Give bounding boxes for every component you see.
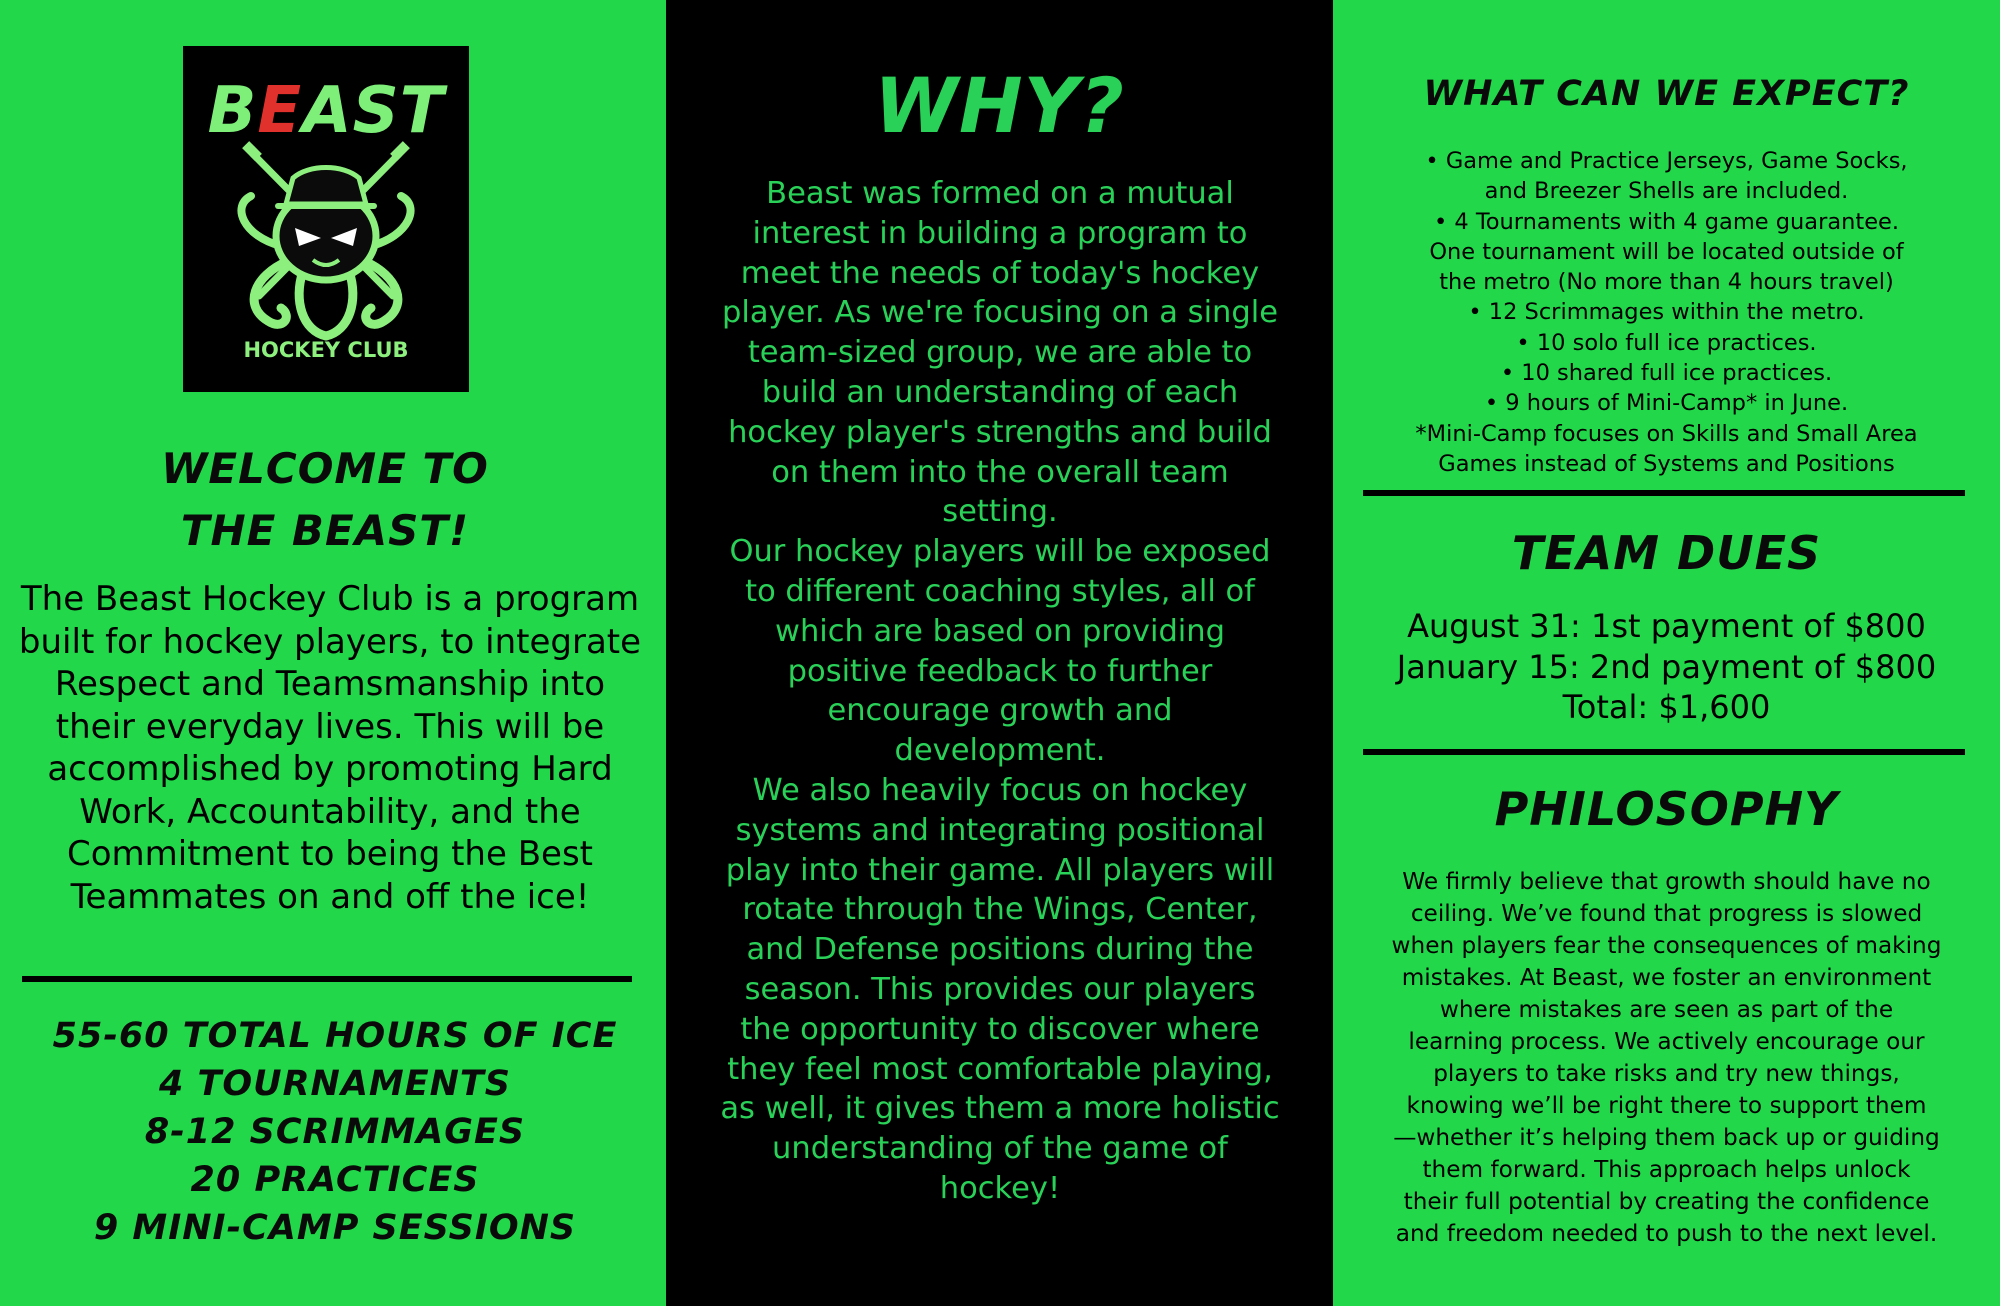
middle-panel bbox=[666, 0, 1333, 1306]
program-highlights-list bbox=[40, 1012, 630, 1252]
list-item: 20 PRACTICES bbox=[190, 1160, 480, 1200]
philosophy-paragraph: We firmly believe that growth should have no ceiling. We’ve found that progress is slowed when players fear the consequences of making mistakes. At Beast, we foster an environment where mistakes are seen as part of the learning process. We actively encourage our players to take risks and try new things, knowing we’ll be right there to support them —whether it’s helping them back up or guiding them forward. This approach helps unlock their full potential by creating the confidence and freedom needed to push to the next level. bbox=[1391, 868, 1942, 1247]
welcome-paragraph: The Beast Hockey Club is a program built for hockey players, to integrate Respect and Teamsmanship into their everyday lives. This will be accomplished by promoting Hard Work, Accountability, and the Commitment to being the Best Teammates on and off the ice! bbox=[18, 579, 642, 917]
divider bbox=[22, 976, 632, 982]
list-item: 55-60 TOTAL HOURS OF ICE bbox=[52, 1016, 618, 1056]
why-paragraph: Beast was formed on a mutual interest in building a program to meet the needs of today's hockey player. As we're focusing on a single team-sized group, we are able to build an understanding of each hockey player's strengths and build on them into the overall team setting. Our hockey players will be exposed to different coaching styles, all of which are based on providing positive feedback to further encourage growth and development. We also heavily focus on hockey systems and integrating positional play into their game. All players will rotate through the Wings, Center, and Defense positions during the season. This provides our players the opportunity to discover where they feel most comfortable playing, as well, it gives them a more holistic understanding of the game of hockey! bbox=[720, 176, 1280, 1206]
right-panel bbox=[1333, 0, 2000, 1306]
divider bbox=[1363, 490, 1965, 496]
logo-subtitle: HOCKEY CLUB bbox=[243, 338, 409, 362]
left-panel bbox=[0, 0, 666, 1306]
list-item: 8-12 SCRIMMAGES bbox=[144, 1112, 526, 1152]
team-dues-details: August 31: 1st payment of $800 January 15: 2nd payment of $800 Total: $1,600 bbox=[1396, 607, 1937, 726]
expect-heading: WHAT CAN WE EXPECT? bbox=[1423, 74, 1910, 114]
why-heading: WHY? bbox=[874, 61, 1125, 150]
divider bbox=[1363, 749, 1965, 755]
list-item: 9 MINI-CAMP SESSIONS bbox=[93, 1208, 577, 1248]
expect-list: • Game and Practice Jerseys, Game Socks, and Breezer Shells are included. • 4 Tournaments with 4 game guarantee. One tournament will be located outside of the metro (No more than 4 hours travel) • 12 Scrimmages within the metro. • 10 solo full ice practices. • 10 shared full ice practices. • 9 hours of Mini-Camp* in June. *Mini-Camp focuses on Skills and Small Area Games instead of Systems and Positions bbox=[1415, 148, 1918, 477]
beast-hockey-club-logo bbox=[183, 46, 469, 392]
welcome-heading: WELCOME TO THE BEAST! bbox=[161, 444, 489, 555]
list-item: 4 TOURNAMENTS bbox=[158, 1064, 512, 1104]
logo-wordmark: BEAST bbox=[207, 74, 445, 148]
team-dues-heading: TEAM DUES bbox=[1511, 526, 1822, 580]
philosophy-heading: PHILOSOPHY bbox=[1494, 782, 1839, 836]
